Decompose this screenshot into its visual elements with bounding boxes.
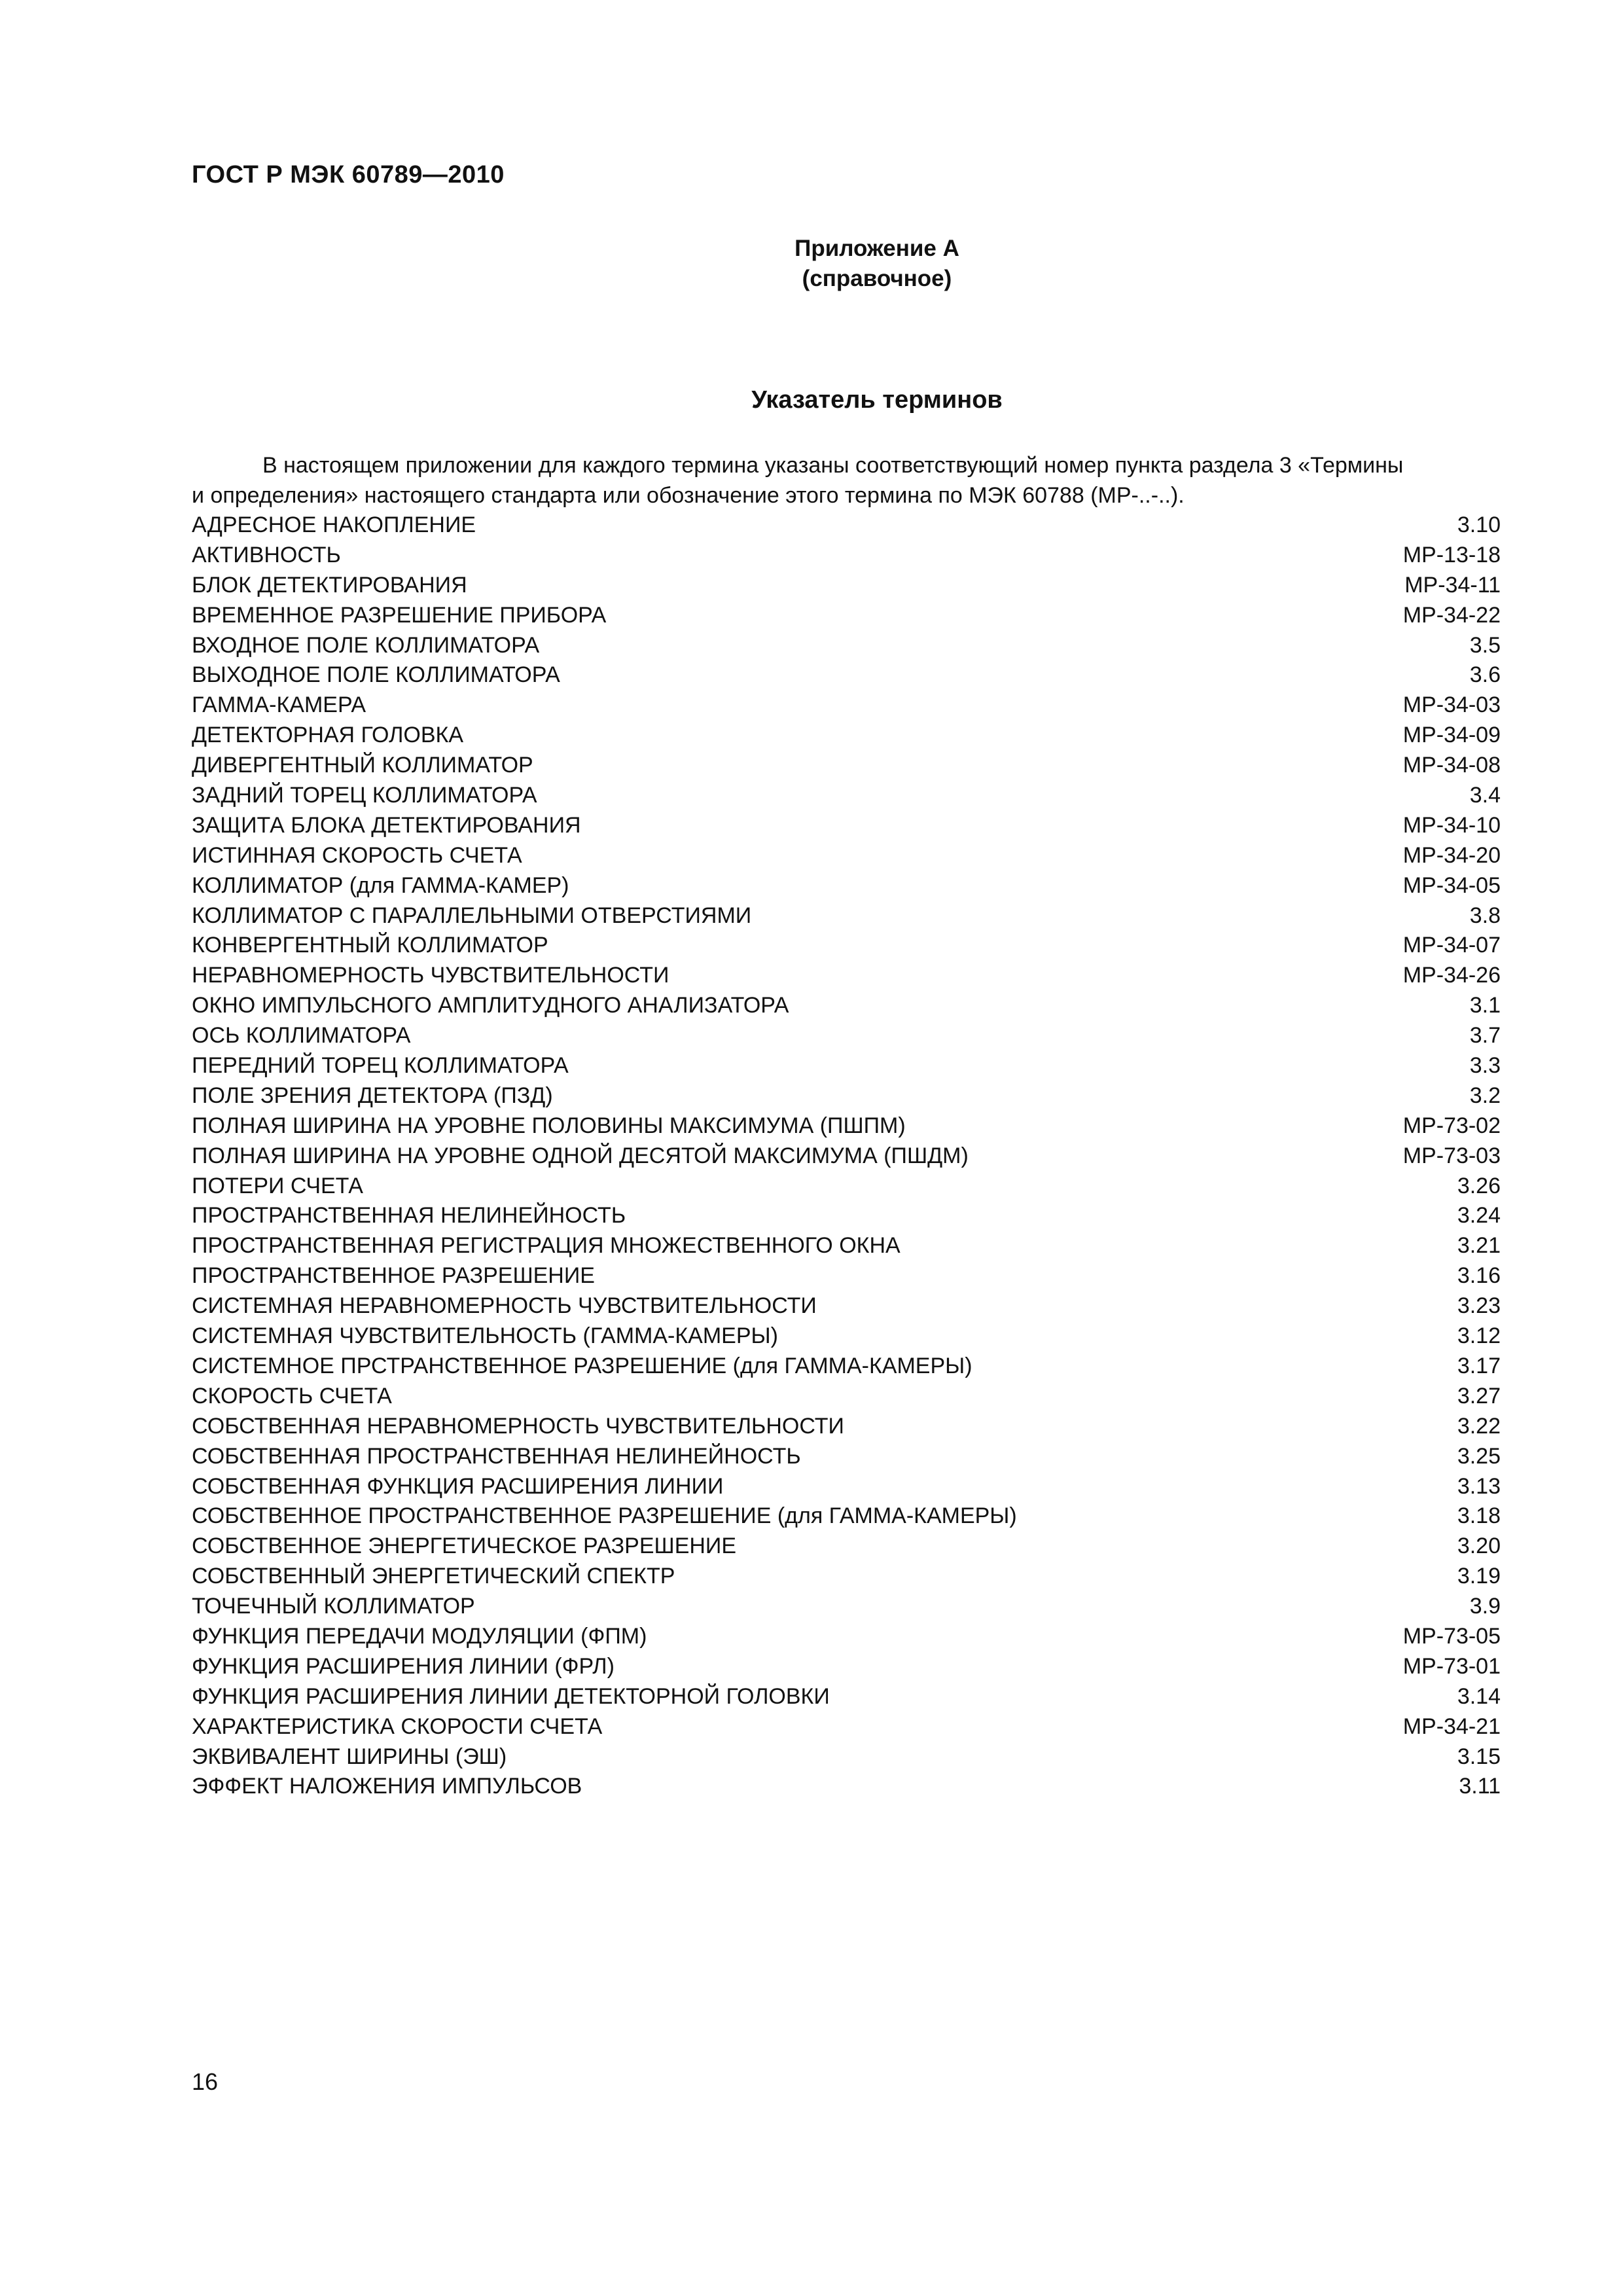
term-reference: 3.21: [1457, 1233, 1501, 1259]
term-reference: 3.19: [1457, 1564, 1501, 1589]
term-reference: 3.3: [1469, 1053, 1501, 1079]
term-row: [192, 1021, 1501, 1051]
term-row: [192, 1772, 1501, 1802]
term-reference: МР-34-09: [1402, 723, 1501, 748]
term-row: [192, 1412, 1501, 1442]
term-row: [192, 871, 1501, 901]
term-name: ОСЬ КОЛЛИМАТОРА: [192, 1023, 411, 1049]
term-row: [192, 1682, 1501, 1712]
term-row: [192, 1051, 1501, 1081]
term-name: АДРЕСНОЕ НАКОПЛЕНИЕ: [192, 512, 476, 537]
term-name: ЭФФЕКТ НАЛОЖЕНИЯ ИМПУЛЬСОВ: [192, 1774, 582, 1799]
term-reference: МР-73-03: [1402, 1143, 1501, 1168]
term-row: [192, 1742, 1501, 1772]
term-name: ГАММА-КАМЕРА: [192, 692, 366, 718]
term-row: [192, 1261, 1501, 1291]
term-reference: МР-34-07: [1402, 933, 1501, 958]
term-reference: МР-34-03: [1402, 692, 1501, 718]
term-row: [192, 1081, 1501, 1111]
term-reference: 3.16: [1457, 1263, 1501, 1289]
term-row: [192, 660, 1501, 691]
term-row: [192, 1501, 1501, 1532]
term-name: ЗАДНИЙ ТОРЕЦ КОЛЛИМАТОРА: [192, 783, 537, 808]
document-header: ГОСТ Р МЭК 60789—2010: [192, 161, 505, 188]
term-reference: 3.26: [1457, 1173, 1501, 1198]
term-name: СИСТЕМНОЕ ПРСТРАНСТВЕННОЕ РАЗРЕШЕНИЕ (для ГАММА-КАМЕРЫ): [192, 1353, 972, 1378]
term-reference: 3.14: [1457, 1683, 1501, 1709]
terms-index-list: [192, 511, 1501, 1802]
term-row: [192, 1231, 1501, 1261]
term-reference: МР-34-11: [1404, 572, 1501, 598]
term-reference: 3.13: [1457, 1473, 1501, 1499]
intro-paragraph: [192, 450, 1501, 511]
term-row: [192, 751, 1501, 781]
term-name: ФУНКЦИЯ РАСШИРЕНИЯ ЛИНИИ (ФРЛ): [192, 1653, 615, 1679]
term-name: НЕРАВНОМЕРНОСТЬ ЧУВСТВИТЕЛЬНОСТИ: [192, 963, 669, 988]
term-name: ЭКВИВАЛЕНТ ШИРИНЫ (ЭШ): [192, 1744, 507, 1769]
term-reference: МР-34-26: [1402, 963, 1501, 988]
term-row: [192, 901, 1501, 931]
term-row: [192, 1712, 1501, 1742]
term-name: ВРЕМЕННОЕ РАЗРЕШЕНИЕ ПРИБОРА: [192, 602, 607, 628]
term-name: СОБСТВЕННЫЙ ЭНЕРГЕТИЧЕСКИЙ СПЕКТР: [192, 1564, 675, 1589]
term-name: ПРОСТРАНСТВЕННАЯ НЕЛИНЕЙНОСТЬ: [192, 1203, 626, 1229]
term-reference: МР-34-05: [1402, 872, 1501, 898]
term-name: ФУНКЦИЯ ПЕРЕДАЧИ МОДУЛЯЦИИ (ФПМ): [192, 1623, 647, 1649]
term-name: КОНВЕРГЕНТНЫЙ КОЛЛИМАТОР: [192, 933, 548, 958]
term-reference: МР-73-01: [1402, 1653, 1501, 1679]
term-row: [192, 1321, 1501, 1352]
term-reference: МР-34-20: [1402, 842, 1501, 868]
term-row: [192, 691, 1501, 721]
term-row: [192, 1201, 1501, 1231]
term-row: [192, 1111, 1501, 1141]
term-row: [192, 1472, 1501, 1502]
term-reference: 3.7: [1469, 1023, 1501, 1049]
term-row: [192, 781, 1501, 811]
term-name: СОБСТВЕННАЯ ПРОСТРАНСТВЕННАЯ НЕЛИНЕЙНОСТЬ: [192, 1443, 801, 1469]
term-name: СИСТЕМНАЯ ЧУВСТВИТЕЛЬНОСТЬ (ГАММА-КАМЕРЫ): [192, 1323, 778, 1349]
term-row: [192, 1382, 1501, 1412]
term-reference: МР-73-05: [1402, 1623, 1501, 1649]
term-row: [192, 1532, 1501, 1562]
term-row: [192, 721, 1501, 751]
term-name: СОБСТВЕННОЕ ЭНЕРГЕТИЧЕСКОЕ РАЗРЕШЕНИЕ: [192, 1534, 737, 1559]
term-row: [192, 1562, 1501, 1592]
term-row: [192, 1172, 1501, 1202]
term-name: ПОЛЕ ЗРЕНИЯ ДЕТЕКТОРА (ПЗД): [192, 1083, 553, 1108]
term-row: [192, 601, 1501, 631]
term-name: ИСТИННАЯ СКОРОСТЬ СЧЕТА: [192, 842, 522, 868]
term-row: [192, 1141, 1501, 1172]
term-name: ПОТЕРИ СЧЕТА: [192, 1173, 363, 1198]
term-reference: 3.15: [1457, 1744, 1501, 1769]
term-name: АКТИВНОСТЬ: [192, 542, 341, 567]
intro-line-1: В настоящем приложении для каждого термина указаны соответствующий номер пункта раздела 3 «Термины: [262, 453, 1404, 478]
section-title: Указатель терминов: [751, 386, 1003, 414]
term-name: ТОЧЕЧНЫЙ КОЛЛИМАТОР: [192, 1594, 475, 1619]
term-row: [192, 961, 1501, 991]
term-reference: 3.2: [1469, 1083, 1501, 1108]
term-name: СКОРОСТЬ СЧЕТА: [192, 1383, 392, 1408]
term-name: СОБСТВЕННОЕ ПРОСТРАНСТВЕННОЕ РАЗРЕШЕНИЕ (для ГАММА-КАМЕРЫ): [192, 1503, 1017, 1529]
term-name: БЛОК ДЕТЕКТИРОВАНИЯ: [192, 572, 467, 598]
term-reference: 3.17: [1457, 1353, 1501, 1378]
term-reference: 3.1: [1469, 993, 1501, 1018]
term-reference: 3.9: [1469, 1594, 1501, 1619]
term-name: СОБСТВЕННАЯ ФУНКЦИЯ РАСШИРЕНИЯ ЛИНИИ: [192, 1473, 724, 1499]
term-row: [192, 1291, 1501, 1321]
term-row: [192, 511, 1501, 541]
term-name: ФУНКЦИЯ РАСШИРЕНИЯ ЛИНИИ ДЕТЕКТОРНОЙ ГОЛОВКИ: [192, 1683, 830, 1709]
term-row: [192, 1442, 1501, 1472]
term-name: ЗАЩИТА БЛОКА ДЕТЕКТИРОВАНИЯ: [192, 812, 581, 838]
intro-line-2: и определения» настоящего стандарта или обозначение этого термина по МЭК 60788 (МР-..-..).: [192, 483, 1185, 508]
page-number: 16: [192, 2068, 219, 2095]
term-reference: МР-34-21: [1402, 1713, 1501, 1739]
annex-heading: [0, 234, 1623, 294]
term-reference: 3.5: [1469, 632, 1501, 658]
term-row: [192, 811, 1501, 841]
term-row: [192, 541, 1501, 571]
term-name: ПРОСТРАНСТВЕННАЯ РЕГИСТРАЦИЯ МНОЖЕСТВЕННОГО ОКНА: [192, 1233, 901, 1259]
term-reference: 3.22: [1457, 1413, 1501, 1439]
term-row: [192, 631, 1501, 661]
term-reference: 3.6: [1469, 662, 1501, 688]
term-row: [192, 991, 1501, 1021]
term-name: ДИВЕРГЕНТНЫЙ КОЛЛИМАТОР: [192, 753, 533, 778]
term-reference: МР-34-22: [1402, 602, 1501, 628]
term-name: ПОЛНАЯ ШИРИНА НА УРОВНЕ ПОЛОВИНЫ МАКСИМУМА (ПШПМ): [192, 1113, 906, 1138]
term-reference: МР-13-18: [1402, 542, 1501, 567]
annex-subtitle: (справочное): [802, 266, 952, 291]
term-name: ДЕТЕКТОРНАЯ ГОЛОВКА: [192, 723, 464, 748]
term-row: [192, 571, 1501, 601]
term-row: [192, 1652, 1501, 1682]
term-name: ХАРАКТЕРИСТИКА СКОРОСТИ СЧЕТА: [192, 1713, 603, 1739]
term-row: [192, 1352, 1501, 1382]
term-reference: 3.11: [1459, 1774, 1501, 1799]
term-name: ВЫХОДНОЕ ПОЛЕ КОЛЛИМАТОРА: [192, 662, 560, 688]
term-reference: 3.20: [1457, 1534, 1501, 1559]
term-name: СИСТЕМНАЯ НЕРАВНОМЕРНОСТЬ ЧУВСТВИТЕЛЬНОСТИ: [192, 1293, 817, 1319]
term-row: [192, 1592, 1501, 1622]
annex-title: Приложение А: [794, 236, 959, 261]
term-reference: 3.23: [1457, 1293, 1501, 1319]
term-name: ПРОСТРАНСТВЕННОЕ РАЗРЕШЕНИЕ: [192, 1263, 595, 1289]
term-row: [192, 931, 1501, 961]
term-reference: 3.8: [1469, 903, 1501, 928]
term-name: ПЕРЕДНИЙ ТОРЕЦ КОЛЛИМАТОРА: [192, 1053, 569, 1079]
term-reference: 3.4: [1469, 783, 1501, 808]
term-reference: 3.18: [1457, 1503, 1501, 1529]
term-reference: 3.27: [1457, 1383, 1501, 1408]
term-reference: МР-34-08: [1402, 753, 1501, 778]
term-reference: 3.10: [1457, 512, 1501, 537]
term-name: КОЛЛИМАТОР С ПАРАЛЛЕЛЬНЫМИ ОТВЕРСТИЯМИ: [192, 903, 752, 928]
term-name: СОБСТВЕННАЯ НЕРАВНОМЕРНОСТЬ ЧУВСТВИТЕЛЬНОСТИ: [192, 1413, 844, 1439]
term-name: ОКНО ИМПУЛЬСНОГО АМПЛИТУДНОГО АНАЛИЗАТОРА: [192, 993, 789, 1018]
term-name: КОЛЛИМАТОР (для ГАММА-КАМЕР): [192, 872, 569, 898]
term-reference: 3.24: [1457, 1203, 1501, 1229]
term-reference: 3.25: [1457, 1443, 1501, 1469]
term-reference: МР-34-10: [1402, 812, 1501, 838]
term-name: ВХОДНОЕ ПОЛЕ КОЛЛИМАТОРА: [192, 632, 540, 658]
term-row: [192, 1622, 1501, 1652]
term-reference: МР-73-02: [1402, 1113, 1501, 1138]
term-name: ПОЛНАЯ ШИРИНА НА УРОВНЕ ОДНОЙ ДЕСЯТОЙ МАКСИМУМА (ПШДМ): [192, 1143, 969, 1168]
term-reference: 3.12: [1457, 1323, 1501, 1349]
term-row: [192, 841, 1501, 871]
